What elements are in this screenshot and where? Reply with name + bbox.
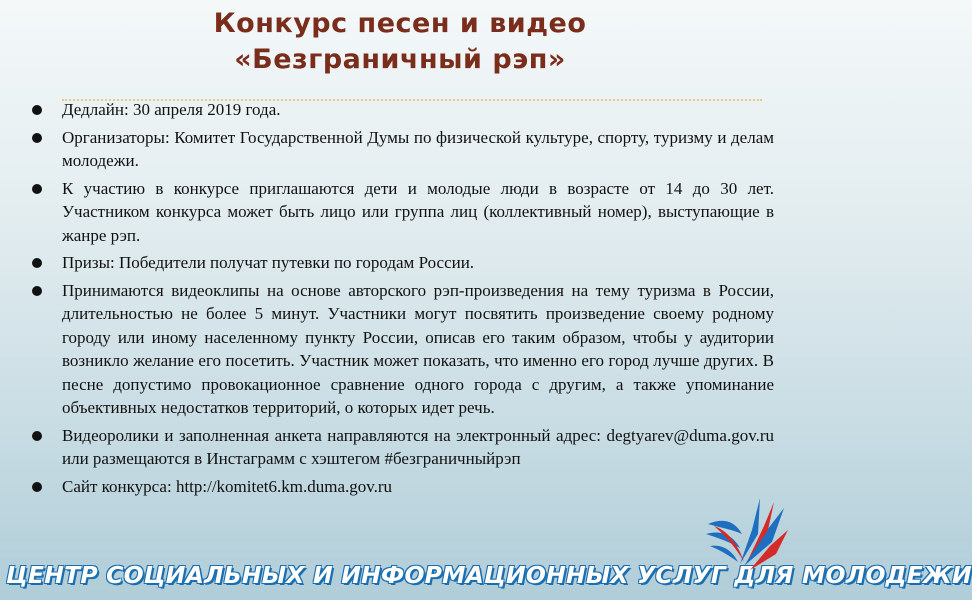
title-line-2: «Безграничный рэп» [234,44,566,75]
youth-center-logo-icon [700,490,790,585]
list-item-organizers [30,126,774,173]
bullet-icon [32,482,42,492]
list-item-text: Организаторы: Комитет Государственной Думы по физической культуре, спорту, туризму и делам молодежи. [62,127,774,170]
list-item-requirements [30,279,774,420]
list-item-text: Сайт конкурса: http://komitet6.km.duma.gov.ru [62,476,393,496]
list-item-deadline [30,98,774,122]
list-item-text: Принимаются видеоклипы на основе авторского рэп-произведения на тему туризма в России, длительностью не более 5 минут. Участники могут посвятить произведение своему родному городу или иному населенному пункту России, описав его таким образом, чтобы у аудитории возникло желание его посетить. Участник может показать, что именно его город лучше других. В песне допустимо провокационное сравнение одного города с другим, а также упоминание объективных недостатков территорий, о которых идет речь. [62,280,774,417]
list-item-text: К участию в конкурсе приглашаются дети и молодые люди в возрасте от 14 до 30 лет. Участником конкурса может быть лицо или группа лиц (коллективный номер), выступающие в жанре рэп. [62,178,774,245]
bullet-icon [32,286,42,296]
title-line-1: Конкурс песен и видео [213,8,587,39]
bullet-icon [32,133,42,143]
list-item-prizes [30,251,774,275]
info-list [30,98,774,502]
footer-banner: ЦЕНТР СОЦИАЛЬНЫХ И ИНФОРМАЦИОННЫХ УСЛУГ ДЛЯ МОЛОДЕЖИ [6,561,972,589]
list-item-text: Видеоролики и заполненная анкета направляются на электронный адрес: degtyarev@duma.gov.ru или размещаются в Инстаграмм с хэштегом #безграничныйрэп [62,425,774,468]
list-item-text: Призы: Победители получат путевки по городам России. [62,253,475,272]
list-item-submission [30,424,774,471]
list-item-website [30,475,774,499]
bullet-icon [32,105,42,115]
bullet-icon [32,258,42,268]
bullet-icon [32,431,42,441]
list-item-participants [30,177,774,248]
page-title [0,6,800,78]
list-item-text: Дедлайн: 30 апреля 2019 года. [62,100,281,119]
bullet-icon [32,184,42,194]
